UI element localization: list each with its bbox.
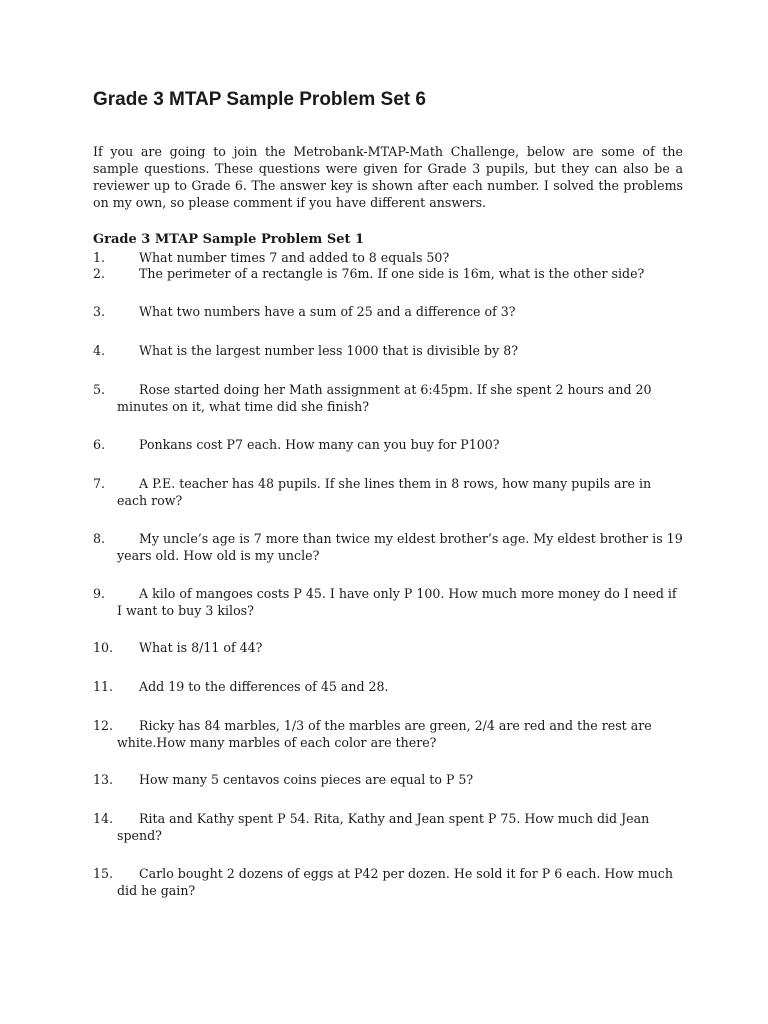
problem-item (93, 717, 683, 751)
problem-text: The perimeter of a rectangle is 76m. If one side is 16m, what is the other side? (139, 266, 645, 281)
problem-text: Rose started doing her Math assignment at 6:45pm. If she spent 2 hours and 20 minutes on it, what time did she finish? (117, 382, 652, 414)
problem-number: 14. (93, 811, 114, 826)
problem-item (93, 865, 683, 899)
problem-number: 4. (93, 343, 106, 358)
problem-number: 2. (93, 266, 106, 281)
problem-text: Add 19 to the differences of 45 and 28. (139, 679, 389, 694)
problem-number: 15. (93, 866, 114, 881)
problem-text: Rita and Kathy spent P 54. Rita, Kathy and Jean spent P 75. How much did Jean spend? (117, 811, 650, 843)
problem-item (93, 585, 683, 619)
problem-number: 7. (93, 476, 106, 491)
problem-number: 6. (93, 437, 106, 452)
problem-number: 1. (93, 250, 106, 265)
problem-text: A P.E. teacher has 48 pupils. If she lines them in 8 rows, how many pupils are in each row? (117, 476, 652, 508)
problem-text: What is the largest number less 1000 that is divisible by 8? (139, 343, 518, 358)
problem-text: What is 8/11 of 44? (139, 640, 263, 655)
problem-set-heading: Grade 3 MTAP Sample Problem Set 1 (93, 232, 365, 247)
problem-item (93, 249, 683, 266)
problem-number: 3. (93, 304, 106, 319)
problem-item (93, 475, 683, 509)
problem-text: Carlo bought 2 dozens of eggs at P42 per dozen. He sold it for P 6 each. How much did he gain? (117, 866, 673, 898)
problem-number: 9. (93, 586, 106, 601)
problem-text: Ponkans cost P7 each. How many can you buy for P100? (139, 437, 500, 452)
problem-item (93, 381, 683, 415)
problem-text: My uncle’s age is 7 more than twice my eldest brother’s age. My eldest brother is 19 years old. How old is my uncle? (117, 531, 683, 563)
problem-text: How many 5 centavos coins pieces are equal to P 5? (139, 772, 474, 787)
problem-text: Ricky has 84 marbles, 1/3 of the marbles are green, 2/4 are red and the rest are white.How many marbles of each color are there? (117, 718, 652, 750)
problem-item (93, 678, 683, 695)
problem-number: 12. (93, 718, 114, 733)
problem-number: 5. (93, 382, 106, 397)
problem-number: 11. (93, 679, 114, 694)
problem-text: A kilo of mangoes costs P 45. I have only P 100. How much more money do I need if I want to buy 3 kilos? (117, 586, 677, 618)
problem-item (93, 342, 683, 359)
problem-item (93, 436, 683, 453)
problem-item (93, 530, 683, 564)
problem-item (93, 639, 683, 656)
problem-number: 10. (93, 640, 114, 655)
intro-paragraph: If you are going to join the Metrobank-MTAP-Math Challenge, below are some of the sample questions. These questions were given for Grade 3 pupils, but they can also be a reviewer up to Grade 6. The answer key is shown after each number. I solved the problems on my own, so please comment if you have different answers. (93, 144, 683, 210)
problem-number: 8. (93, 531, 106, 546)
problem-item (93, 265, 683, 282)
problem-item (93, 771, 683, 788)
problem-text: What two numbers have a sum of 25 and a difference of 3? (139, 304, 516, 319)
problem-number: 13. (93, 772, 114, 787)
document-title: Grade 3 MTAP Sample Problem Set 6 (93, 89, 426, 110)
problem-text: What number times 7 and added to 8 equals 50? (139, 250, 450, 265)
problem-item (93, 303, 683, 320)
problem-item (93, 810, 683, 844)
